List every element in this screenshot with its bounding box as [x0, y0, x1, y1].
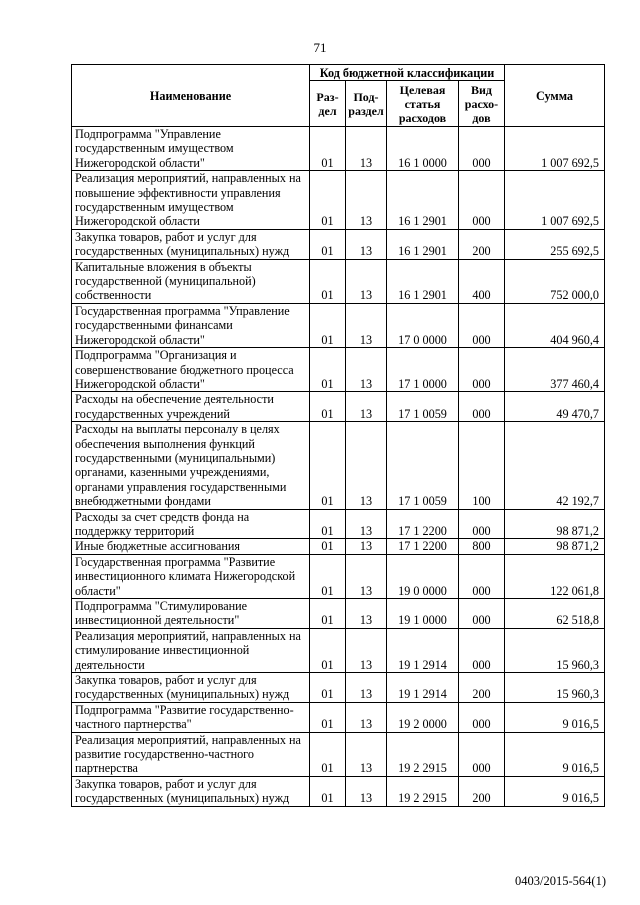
table-row: [72, 539, 605, 554]
cell-subsection: 13: [346, 229, 387, 259]
cell-kind: 000: [459, 392, 505, 422]
cell-section: 01: [310, 539, 346, 554]
table-row: [72, 732, 605, 776]
cell-kind: 000: [459, 127, 505, 171]
cell-sum: 15 960,3: [505, 673, 605, 703]
cell-target: 19 1 2914: [387, 673, 459, 703]
cell-target: 19 0 0000: [387, 554, 459, 598]
cell-sum: 1 007 692,5: [505, 127, 605, 171]
cell-sum: 255 692,5: [505, 229, 605, 259]
cell-sum: 752 000,0: [505, 259, 605, 303]
cell-kind: 000: [459, 732, 505, 776]
cell-kind: 100: [459, 422, 505, 509]
cell-kind: 200: [459, 776, 505, 806]
cell-sum: 404 960,4: [505, 303, 605, 347]
cell-subsection: 13: [346, 554, 387, 598]
cell-section: 01: [310, 348, 346, 392]
cell-target: 19 2 2915: [387, 776, 459, 806]
table-row: [72, 554, 605, 598]
cell-name: Подпрограмма "Развитие государственно-частного партнерства": [72, 702, 310, 732]
cell-kind: 000: [459, 702, 505, 732]
cell-subsection: 13: [346, 628, 387, 672]
cell-kind: 000: [459, 599, 505, 629]
cell-sum: 1 007 692,5: [505, 171, 605, 230]
cell-section: 01: [310, 628, 346, 672]
table-row: [72, 509, 605, 539]
cell-sum: 9 016,5: [505, 732, 605, 776]
cell-target: 17 1 2200: [387, 539, 459, 554]
table-row: [72, 348, 605, 392]
cell-section: 01: [310, 392, 346, 422]
budget-table: [71, 64, 605, 807]
cell-subsection: 13: [346, 348, 387, 392]
page-number: 71: [313, 40, 327, 55]
cell-subsection: 13: [346, 539, 387, 554]
cell-subsection: 13: [346, 776, 387, 806]
cell-target: 17 1 0000: [387, 348, 459, 392]
cell-name: Капитальные вложения в объекты государственной (муниципальной) собственности: [72, 259, 310, 303]
cell-name: Реализация мероприятий, направленных на повышение эффективности управления государственным имуществом Нижегородской области: [72, 171, 310, 230]
table-row: [72, 171, 605, 230]
cell-name: Подпрограмма "Управление государственным имуществом Нижегородской области": [72, 127, 310, 171]
header-sum: Сумма: [505, 65, 605, 127]
cell-subsection: 13: [346, 303, 387, 347]
header-name: Наименование: [72, 65, 310, 127]
cell-section: 01: [310, 702, 346, 732]
cell-subsection: 13: [346, 171, 387, 230]
cell-target: 17 0 0000: [387, 303, 459, 347]
cell-kind: 800: [459, 539, 505, 554]
cell-section: 01: [310, 673, 346, 703]
cell-subsection: 13: [346, 732, 387, 776]
cell-target: 16 1 2901: [387, 259, 459, 303]
cell-subsection: 13: [346, 673, 387, 703]
cell-name: Государственная программа "Управление государственными финансами Нижегородской области": [72, 303, 310, 347]
header-code-group: Код бюджетной классификации: [310, 65, 505, 81]
cell-subsection: 13: [346, 422, 387, 509]
cell-sum: 62 518,8: [505, 599, 605, 629]
cell-sum: 98 871,2: [505, 509, 605, 539]
cell-subsection: 13: [346, 599, 387, 629]
cell-section: 01: [310, 554, 346, 598]
cell-section: 01: [310, 509, 346, 539]
cell-sum: 377 460,4: [505, 348, 605, 392]
cell-subsection: 13: [346, 259, 387, 303]
cell-kind: 000: [459, 303, 505, 347]
cell-section: 01: [310, 127, 346, 171]
cell-target: 17 1 2200: [387, 509, 459, 539]
cell-name: Расходы на обеспечение деятельности государственных учреждений: [72, 392, 310, 422]
cell-target: 16 1 2901: [387, 171, 459, 230]
cell-sum: 42 192,7: [505, 422, 605, 509]
table-row: [72, 599, 605, 629]
cell-subsection: 13: [346, 127, 387, 171]
cell-name: Реализация мероприятий, направленных на стимулирование инвестиционной деятельности: [72, 628, 310, 672]
table-row: [72, 303, 605, 347]
cell-target: 17 1 0059: [387, 392, 459, 422]
cell-subsection: 13: [346, 702, 387, 732]
table-row: [72, 422, 605, 509]
cell-kind: 200: [459, 673, 505, 703]
cell-target: 19 1 0000: [387, 599, 459, 629]
table-row: [72, 702, 605, 732]
cell-kind: 000: [459, 171, 505, 230]
table-row: [72, 392, 605, 422]
cell-section: 01: [310, 732, 346, 776]
cell-kind: 000: [459, 348, 505, 392]
cell-name: Иные бюджетные ассигнования: [72, 539, 310, 554]
cell-subsection: 13: [346, 509, 387, 539]
cell-section: 01: [310, 171, 346, 230]
table-row: [72, 628, 605, 672]
header-section: Раз- дел: [310, 81, 346, 127]
cell-name: Расходы на выплаты персоналу в целях обеспечения выполнения функций государственными (муниципальными) органами, казенными учреждениями, органами управления государственными внебюджетными фондами: [72, 422, 310, 509]
cell-target: 19 2 0000: [387, 702, 459, 732]
cell-kind: 200: [459, 229, 505, 259]
cell-sum: 49 470,7: [505, 392, 605, 422]
cell-section: 01: [310, 422, 346, 509]
cell-section: 01: [310, 599, 346, 629]
document-code: 0403/2015-564(1): [515, 874, 606, 888]
table-row: [72, 673, 605, 703]
cell-name: Государственная программа "Развитие инвестиционного климата Нижегородской области": [72, 554, 310, 598]
cell-name: Закупка товаров, работ и услуг для государственных (муниципальных) нужд: [72, 673, 310, 703]
table-row: [72, 259, 605, 303]
cell-sum: 9 016,5: [505, 776, 605, 806]
header-kind: Вид расхо- дов: [459, 81, 505, 127]
cell-name: Подпрограмма "Организация и совершенствование бюджетного процесса Нижегородской области": [72, 348, 310, 392]
cell-section: 01: [310, 229, 346, 259]
table-row: [72, 229, 605, 259]
table-row: [72, 776, 605, 806]
header-subsection: Под- раздел: [346, 81, 387, 127]
cell-target: 19 2 2915: [387, 732, 459, 776]
cell-sum: 122 061,8: [505, 554, 605, 598]
cell-target: 16 1 0000: [387, 127, 459, 171]
cell-name: Подпрограмма "Стимулирование инвестиционной деятельности": [72, 599, 310, 629]
cell-kind: 000: [459, 554, 505, 598]
cell-target: 17 1 0059: [387, 422, 459, 509]
cell-kind: 400: [459, 259, 505, 303]
cell-sum: 15 960,3: [505, 628, 605, 672]
cell-sum: 9 016,5: [505, 702, 605, 732]
cell-name: Реализация мероприятий, направленных на развитие государственно-частного партнерства: [72, 732, 310, 776]
cell-subsection: 13: [346, 392, 387, 422]
cell-name: Закупка товаров, работ и услуг для государственных (муниципальных) нужд: [72, 776, 310, 806]
cell-target: 16 1 2901: [387, 229, 459, 259]
cell-section: 01: [310, 776, 346, 806]
table-row: [72, 127, 605, 171]
table-body: [72, 127, 605, 807]
header-target: Целевая статья расходов: [387, 81, 459, 127]
cell-name: Расходы за счет средств фонда на поддержку территорий: [72, 509, 310, 539]
cell-section: 01: [310, 303, 346, 347]
cell-section: 01: [310, 259, 346, 303]
cell-target: 19 1 2914: [387, 628, 459, 672]
cell-kind: 000: [459, 509, 505, 539]
cell-sum: 98 871,2: [505, 539, 605, 554]
cell-name: Закупка товаров, работ и услуг для государственных (муниципальных) нужд: [72, 229, 310, 259]
cell-kind: 000: [459, 628, 505, 672]
